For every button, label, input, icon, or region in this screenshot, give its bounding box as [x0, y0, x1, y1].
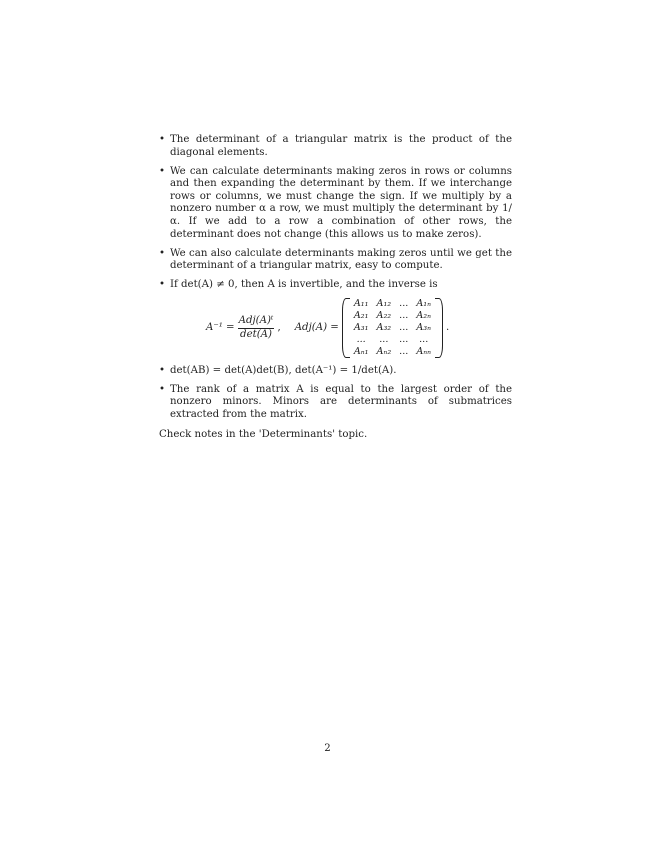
check-notes: Check notes in the 'Determinants' topic. — [159, 429, 368, 441]
matrix-cell: ... — [399, 334, 409, 346]
inverse-equation: A⁻¹ = $\frac{\text{Adj(A)ᵗ}}{\det(A)}$ , Adj(A) = A₁₁ A₁₂ ... A₁ₙ A₂₁ A₂₂ ... A₂ₙ A₃₁ A₃₂ ... A₃ₙ ... ... ... ... Aₙ₁ Aₙ₂ ... Aₙₙ . — [206, 298, 450, 358]
matrix-cell: A₂₂ — [376, 310, 392, 322]
matrix-cell: A₁₂ — [376, 298, 392, 310]
matrix-cell: A₁ₙ — [416, 298, 432, 310]
matrix-cell: Aₙ₂ — [376, 346, 392, 358]
matrix-cell: A₂ₙ — [416, 310, 432, 322]
matrix-cell: Aₙ₁ — [353, 346, 369, 358]
matrix-cell: ... — [399, 322, 409, 334]
matrix-cell: ... — [399, 346, 409, 358]
adjugate-matrix — [342, 298, 443, 358]
matrix-cell: A₃₂ — [376, 322, 392, 334]
matrix-cell: ... — [399, 310, 409, 322]
list-item: • The determinant of a triangular matrix is the product of the diagonal elements. — [159, 134, 512, 159]
adjugate-label: Adj(A) = — [294, 321, 339, 333]
fraction-denominator: det(A) — [240, 328, 272, 340]
matrix-row — [350, 310, 435, 322]
inverse-lhs: A⁻¹ = — [206, 321, 235, 333]
list-item-rank: • The rank of a matrix A is equal to the largest order of the nonzero minors. Minors are determinants of submatrices extracted from the matrix. — [159, 384, 512, 422]
matrix-cell: ... — [419, 334, 429, 346]
matrix-cell: A₂₁ — [353, 310, 369, 322]
matrix-cell: A₁₁ — [353, 298, 369, 310]
list-item-det-product: • det(AB) = det(A)det(B), det(A⁻¹) = 1/det(A). — [159, 365, 512, 378]
matrix-row — [350, 298, 435, 310]
matrix-cell: ... — [399, 298, 409, 310]
fraction-numerator: Adj(A)ᵗ — [238, 315, 275, 329]
page-number: 2 — [324, 743, 331, 754]
matrix-table — [350, 298, 435, 358]
right-paren — [435, 298, 443, 358]
page-content — [159, 134, 512, 442]
matrix-row — [350, 322, 435, 334]
matrix-cell: ... — [379, 334, 389, 346]
list-item: • We can calculate determinants making zeros in rows or columns and then expanding the determinant by them. If we interchange rows or columns, we must change the sign. If we multiply by a nonzero number α a row, we must multiply the determinant by 1/α. If we add to a row a combination of other rows, the determinant does not change (this allows us to make zeros). — [159, 166, 512, 242]
matrix-cell: ... — [356, 334, 366, 346]
matrix-cell: Aₙₙ — [416, 346, 432, 358]
list-item-inverse — [159, 279, 512, 358]
adjugate-fraction — [238, 315, 275, 341]
left-paren — [342, 298, 350, 358]
matrix-row — [350, 346, 435, 358]
list-item: • We can also calculate determinants making zeros until we get the determinant of a triangular matrix, easy to compute. — [159, 248, 512, 273]
matrix-cell: A₃₁ — [353, 322, 369, 334]
matrix-row — [350, 334, 435, 346]
bullet-list — [159, 134, 512, 421]
matrix-cell: A₃ₙ — [416, 322, 432, 334]
inverse-intro: If det(A) ≠ 0, then A is invertible, and the inverse is — [170, 279, 438, 291]
